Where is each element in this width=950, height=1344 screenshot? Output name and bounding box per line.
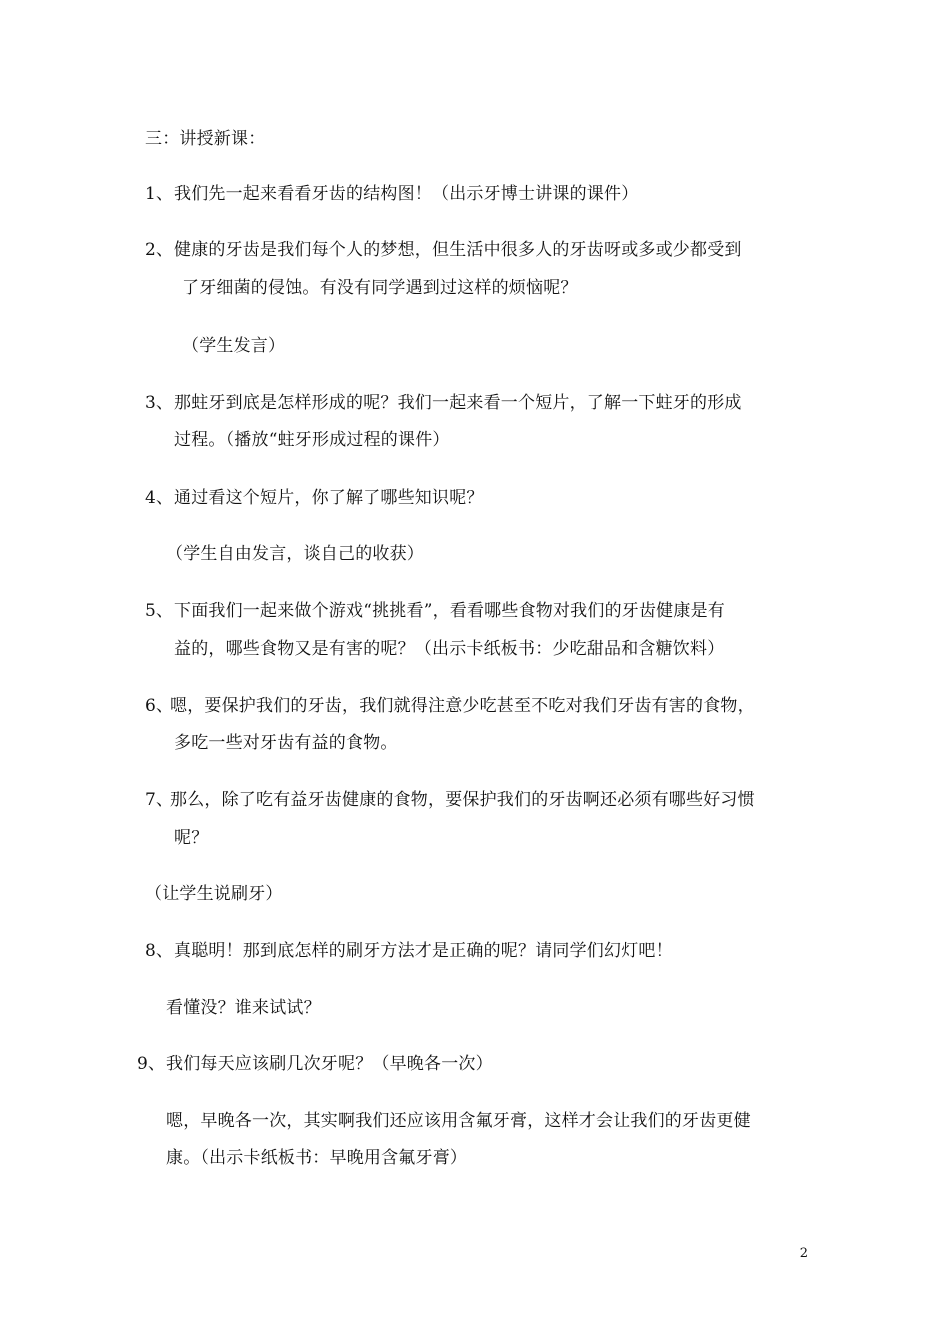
item-3-line-1: 那蛀牙到底是怎样形成的呢？我们一起来看一个短片，了解一下蛀牙的形成: [174, 393, 742, 413]
note-student-speak: （学生发言）: [182, 336, 286, 356]
closing-paragraph-line-2: 康。（出示卡纸板书：早晚用含氟牙膏）: [166, 1148, 468, 1168]
page-number: 2: [799, 1246, 808, 1261]
item-4-line-1: 通过看这个短片，你了解了哪些知识呢？: [174, 488, 484, 508]
item-7-number: 7、: [145, 790, 174, 810]
item-1-line-1: 我们先一起来看看牙齿的结构图！（出示牙博士讲课的课件）: [174, 184, 639, 204]
item-3-number: 3、: [145, 393, 174, 413]
closing-paragraph-line-1: 嗯，早晚各一次，其实啊我们还应该用含氟牙膏，这样才会让我们的牙齿更健: [166, 1111, 751, 1131]
item-9-number: 9、: [137, 1054, 166, 1074]
item-1-number: 1、: [145, 184, 174, 204]
item-2-number: 2、: [145, 240, 174, 260]
item-7-line-1: 那么，除了吃有益牙齿健康的食物，要保护我们的牙齿啊还必须有哪些好习惯: [170, 790, 755, 810]
note-students-brush: （让学生说刷牙）: [145, 884, 283, 904]
note-student-free-speak: （学生自由发言，谈自己的收获）: [166, 544, 424, 564]
item-9-line-1: 我们每天应该刷几次牙呢？（早晚各一次）: [166, 1054, 493, 1074]
item-5-number: 5、: [145, 601, 174, 621]
item-2-line-2: 了牙细菌的侵蚀。有没有同学遇到过这样的烦恼呢？: [182, 278, 578, 298]
item-4-number: 4、: [145, 488, 174, 508]
item-6-number: 6、: [145, 696, 174, 716]
section-heading: 三：讲授新课：: [145, 129, 266, 149]
item-6-line-1: 嗯，要保护我们的牙齿，我们就得注意少吃甚至不吃对我们牙齿有害的食物，: [170, 696, 755, 716]
item-2-line-1: 健康的牙齿是我们每个人的梦想，但生活中很多人的牙齿呀或多或少都受到: [174, 240, 742, 260]
item-5-line-2: 益的，哪些食物又是有害的呢？（出示卡纸板书：少吃甜品和含糖饮料）: [174, 639, 725, 659]
item-8-line-1: 真聪明！那到底怎样的刷牙方法才是正确的呢？请同学们幻灯吧！: [174, 941, 673, 961]
note-who-tries: 看懂没？谁来试试？: [166, 998, 321, 1018]
item-7-line-2: 呢？: [174, 828, 209, 848]
item-8-number: 8、: [145, 941, 174, 961]
item-3-line-2: 过程。（播放“蛀牙形成过程的课件）: [174, 430, 450, 450]
item-5-line-1: 下面我们一起来做个游戏“挑挑看”，看看哪些食物对我们的牙齿健康是有: [174, 601, 725, 621]
item-6-line-2: 多吃一些对牙齿有益的食物。: [174, 733, 398, 753]
